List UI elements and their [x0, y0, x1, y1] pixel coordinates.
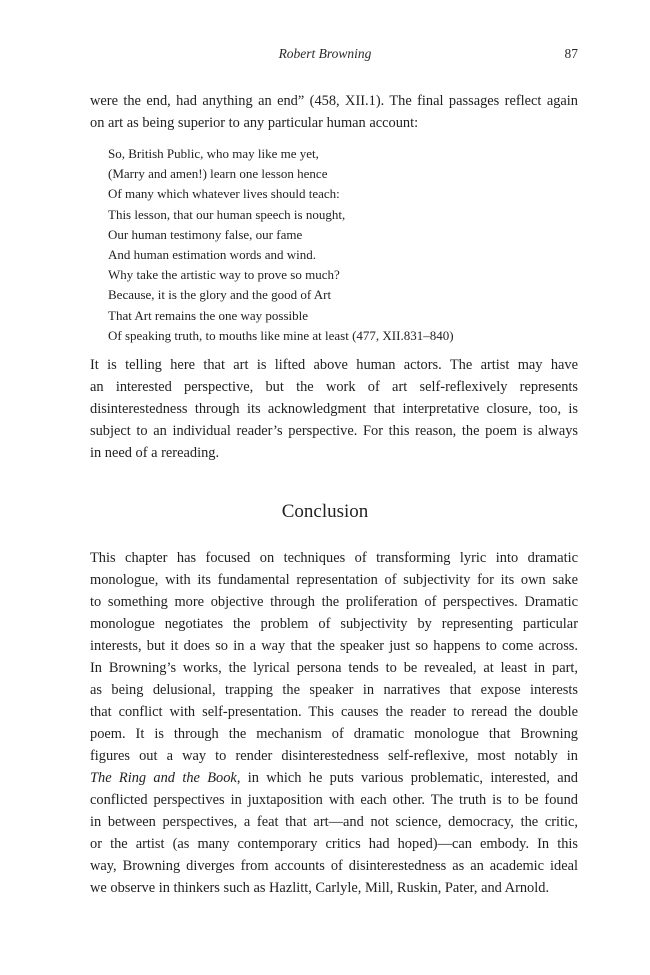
text-line: or the artist (as many contemporary critics had hoped)—can embody. In this — [90, 836, 578, 852]
text-line: In Browning’s works, the lyrical persona tends to be revealed, at least in part, — [90, 660, 578, 676]
text-line: to something more objective through the proliferation of perspectives. Dramatic — [90, 594, 578, 610]
text-line: as being delusional, trapping the speaker in narratives that expose interests — [90, 682, 578, 698]
verse-line: So, British Public, who may like me yet, — [108, 146, 319, 161]
text-line: subject to an individual reader’s perspective. For this reason, the poem is always — [90, 423, 578, 439]
text-line: in need of a rereading. — [90, 445, 220, 461]
text-line: were the end, had anything an end” (458, XII.1). The final passages reflect again — [90, 93, 578, 109]
text-line: that conflict with self-presentation. This causes the reader to reread the double — [90, 704, 578, 720]
running-head-title: Robert Browning — [278, 46, 372, 61]
text-line: disinterestedness through its acknowledgment that interpretative closure, too, is — [90, 401, 578, 417]
text-line: figures out a way to render disinterestedness self-reflexive, most notably in — [90, 748, 578, 764]
conclusion-paragraph — [90, 547, 578, 899]
intro-paragraph — [90, 90, 578, 134]
text-line: This chapter has focused on techniques of transforming lyric into dramatic — [90, 550, 578, 566]
analysis-paragraph — [90, 354, 578, 464]
section-heading: Conclusion — [281, 501, 369, 522]
verse-line: This lesson, that our human speech is nought, — [108, 206, 346, 222]
text-line: on art as being superior to any particular human account: — [90, 115, 419, 131]
text-line: way, Browning diverges from accounts of disinterestedness as an academic ideal — [90, 858, 578, 874]
verse-line: Of many which whatever lives should teach: — [108, 186, 340, 202]
verse-line: Of speaking truth, to mouths like mine at least (477, XII.831–840) — [108, 327, 454, 343]
block-quote-verse — [108, 144, 578, 346]
page-number: 87 — [564, 46, 578, 61]
text-line: monologue negotiates the problem of subjectivity by representing particular — [90, 616, 578, 632]
text-line: interests, but it does so in a way that the speaker just so happens to come across. — [90, 638, 578, 654]
text-line: It is telling here that art is lifted above human actors. The artist may have — [90, 357, 578, 373]
verse-line: And human estimation words and wind. — [108, 247, 316, 263]
text-line: monologue, with its fundamental representation of subjectivity for its own sake — [90, 572, 578, 588]
verse-line: That Art remains the one way possible — [108, 307, 309, 323]
text-line: poem. It is through the mechanism of dramatic monologue that Browning — [90, 726, 578, 742]
verse-line: (Marry and amen!) learn one lesson hence — [108, 166, 328, 182]
text-line: we observe in thinkers such as Hazlitt, Carlyle, Mill, Ruskin, Pater, and Arnold. — [90, 880, 550, 896]
text-line: in between perspectives, a feat that art—and not science, democracy, the critic, — [90, 814, 578, 830]
text-line: an interested perspective, but the work of art self-reflexively represents — [90, 379, 578, 395]
verse-line: Because, it is the glory and the good of Art — [108, 287, 332, 303]
text-line: conflicted perspectives in juxtaposition with each other. The truth is to be found — [90, 792, 578, 808]
text-fragment: , in which he puts various problematic, interested, and — [236, 770, 578, 786]
verse-line: Why take the artistic way to prove so much? — [108, 267, 340, 283]
book-title: The Ring and the Book — [90, 770, 237, 786]
text-line-with-title — [90, 767, 578, 789]
verse-line: Our human testimony false, our fame — [108, 226, 303, 242]
